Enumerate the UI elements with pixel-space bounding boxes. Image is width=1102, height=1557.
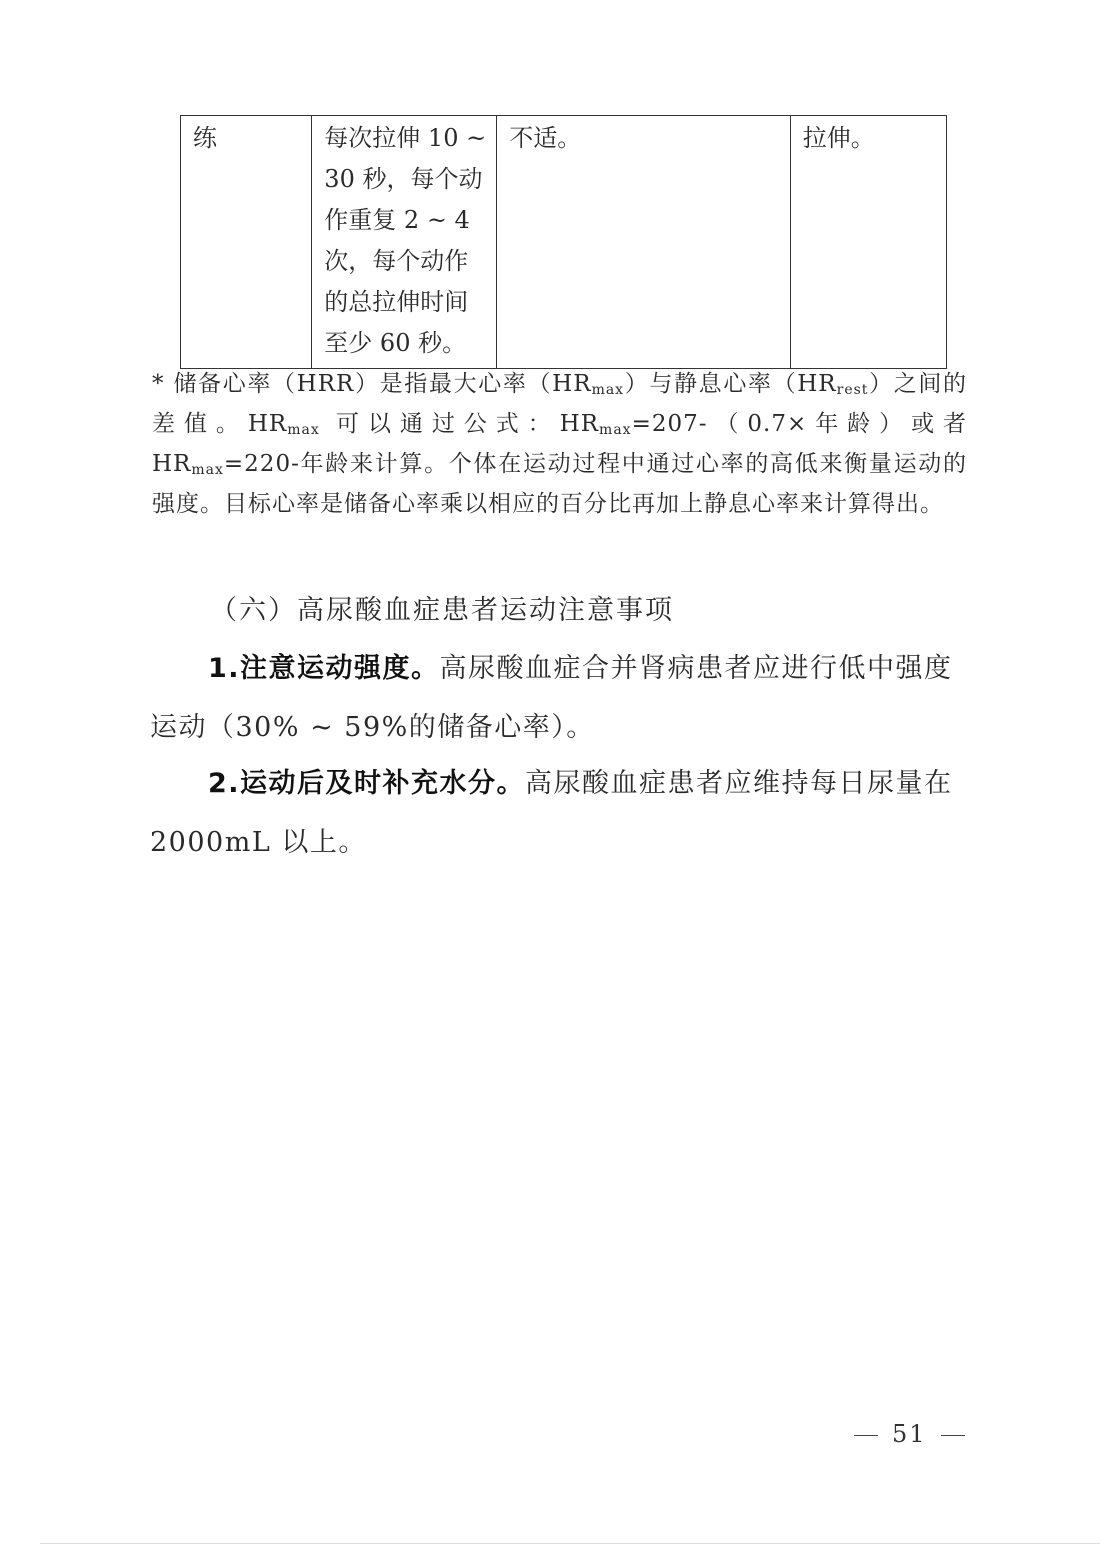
cell-line: 的总拉伸时间	[324, 288, 469, 316]
page-number-text: 51	[892, 1420, 927, 1448]
cell-text: 练	[193, 124, 217, 152]
section-heading: （六）高尿酸血症患者运动注意事项	[210, 595, 674, 626]
paragraph-text: 高尿酸血症患者应维持每日尿量在 2000mL 以上。	[150, 768, 953, 858]
cell-text: 拉伸。	[802, 124, 875, 152]
footnote-star: *	[152, 371, 165, 397]
table-row	[181, 116, 947, 369]
dash-right	[941, 1435, 965, 1436]
paragraph-lead: 1.注意运动强度。	[208, 653, 440, 684]
cell-line: 每次拉伸 10 ~	[324, 124, 487, 152]
paragraph-text: 高尿酸血症合并肾病患者应进行低中强度运动（30% ~ 59%的储备心率）。	[150, 653, 953, 743]
page-number	[840, 1420, 979, 1448]
paragraph-lead: 2.运动后及时补充水分。	[208, 768, 526, 799]
paragraph-hydration	[150, 754, 965, 872]
paragraph-exercise-intensity	[150, 639, 965, 757]
scan-edge-line	[40, 1543, 1100, 1544]
table-footnote: * 储备心率（HRR）是指最大心率$(HR_{max})$与静息心率$(HR_{rest})$之间的差值。$HR_{max}$ 可以通过公式：$HR_{max}=207-(0.7\times$年龄）或者 $HR_{max}=220-$年龄来计算。个体在运动过程中通过心率的高低来衡量运动的强度。目标心率是储备心率乘以相应的百分比再加上静息心率来计算得出。	[152, 371, 968, 517]
table-cell-type	[181, 116, 312, 369]
table-cell-frequency	[312, 116, 497, 369]
cell-line: 30 秒，每个动	[324, 165, 483, 193]
cell-line: 作重复 2 ~ 4	[324, 206, 470, 234]
exercise-table-continuation	[180, 115, 947, 369]
table-cell-intensity	[497, 116, 791, 369]
cell-line: 至少 60 秒。	[324, 329, 467, 357]
cell-text: 不适。	[509, 124, 582, 152]
dash-left	[854, 1435, 878, 1436]
cell-line: 次，每个动作	[324, 247, 469, 275]
table-cell-notes	[790, 116, 946, 369]
